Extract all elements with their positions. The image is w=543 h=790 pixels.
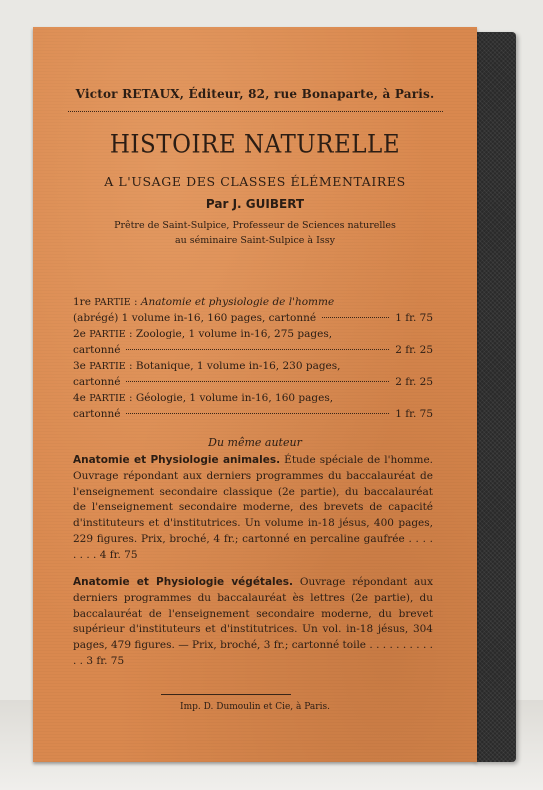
dotted-rule xyxy=(68,111,443,112)
part-2-line-2: cartonné 2 fr. 25 xyxy=(73,344,433,356)
part-3-line-2: cartonné 2 fr. 25 xyxy=(73,376,433,388)
affiliation-line-1: Prêtre de Saint-Sulpice, Professeur de Sciences naturelles xyxy=(114,220,396,231)
series-title: HISTOIRE NATURELLE xyxy=(109,130,401,160)
book-1-description: Étude spéciale de l'homme. Ouvrage répondant aux derniers programmes du baccalauréat de l'enseignement secondaire classique (2e partie), du baccalauréat de l'enseignement secondaire moderne, des brevets de capacité d'instituteurs et d'institutrices. Un volume in-18 jésus, 400 pages, 229 figures. Prix, broché, 4 fr.; cartonné en percaline gaufrée xyxy=(73,454,434,545)
author-line: Par J. GUIBERT xyxy=(205,197,305,211)
book-1-title: Anatomie et Physiologie animales. xyxy=(73,454,281,466)
imprint-rule xyxy=(161,694,291,695)
part-1-line-2: (abrégé) 1 volume in-16, 160 pages, cartonné 1 fr. 75 xyxy=(73,312,433,324)
imprint-line: Imp. D. Dumoulin et Cie, à Paris. xyxy=(180,702,330,712)
same-author-heading: Du même auteur xyxy=(208,436,302,449)
part-3-line-1: 3e PARTIE : Botanique, 1 volume in-16, 230 pages, xyxy=(73,360,341,372)
book-2-title: Anatomie et Physiologie végétales. xyxy=(73,576,293,588)
book-spine xyxy=(474,32,516,762)
book-2-price: 3 fr. 75 xyxy=(86,654,125,667)
part-2-line-1: 2e PARTIE : Zoologie, 1 volume in-16, 275 pages, xyxy=(73,328,333,340)
parts-list xyxy=(73,296,433,424)
affiliation-line-2: au séminaire Saint-Sulpice à Issy xyxy=(174,235,335,246)
publisher-line: Victor RETAUX, Éditeur, 82, rue Bonaparte, à Paris. xyxy=(75,87,435,101)
book-2-entry: Anatomie et Physiologie végétales. Ouvrage répondant aux derniers programmes du baccalauréat ès lettres (2e partie), du baccalauréat de l'enseignement secondaire moderne, du brevet supérieur d'instituteurs et d'institutrices. Un vol. in-18 jésus, 304 pages, 479 figures. — Prix, broché, 3 fr.; cartonné toile . . . . . . . . . . . . 3 fr. 75 xyxy=(73,576,433,667)
book-1-entry: Anatomie et Physiologie animales. Étude spéciale de l'homme. Ouvrage répondant aux derniers programmes du baccalauréat de l'enseignement secondaire classique (2e partie), du baccalauréat de l'enseignement secondaire moderne, des brevets de capacité d'instituteurs et d'institutrices. Un volume in-18 jésus, 400 pages, 229 figures. Prix, broché, 4 fr.; cartonné en percaline gaufrée . . . . . . . . 4 fr. 75 xyxy=(73,454,434,561)
part-4-line-1: 4e PARTIE : Géologie, 1 volume in-16, 160 pages, xyxy=(73,392,334,404)
book-2-description: Ouvrage répondant aux derniers programmes du baccalauréat ès lettres (2e partie), du baccalauréat de l'enseignement secondaire moderne, du brevet supérieur d'instituteurs et d'institutrices. Un vol. in-18 jésus, 304 pages, 479 figures. — Prix, broché, 3 fr.; cartonné toile xyxy=(73,576,433,652)
part-1-line-1: 1re PARTIE : Anatomie et physiologie de l'homme xyxy=(73,296,335,308)
book-back-cover xyxy=(33,27,477,762)
part-4-line-2: cartonné 1 fr. 75 xyxy=(73,408,433,420)
series-subtitle: A L'USAGE DES CLASSES ÉLÉMENTAIRES xyxy=(104,174,406,189)
book-1-price: 4 fr. 75 xyxy=(99,548,138,561)
